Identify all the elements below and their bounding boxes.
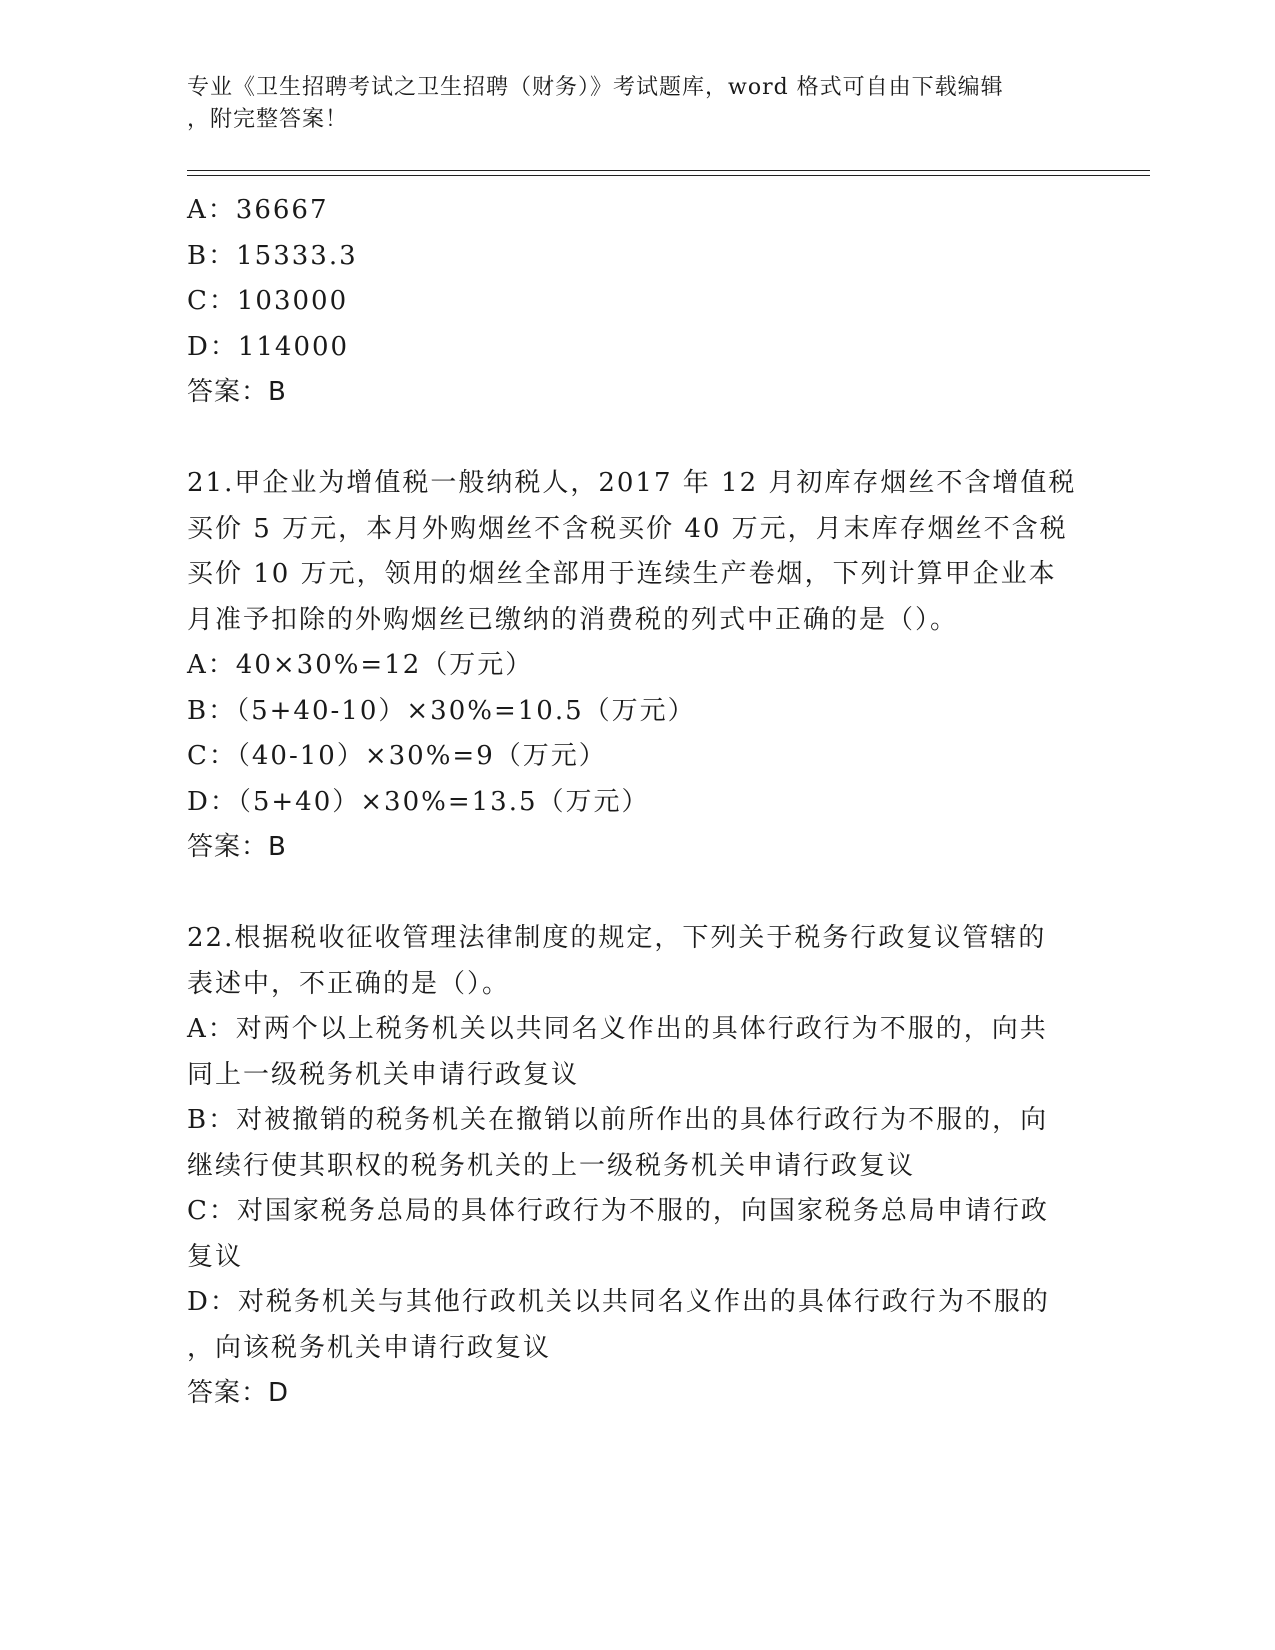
q22-option-d-line-2: ，向该税务机关申请行政复议 bbox=[187, 1332, 552, 1363]
q22-option-a-line-2: 同上一级税务机关申请行政复议 bbox=[187, 1059, 580, 1090]
spacer bbox=[187, 416, 1087, 462]
q21-option-a: A：40×30%=12（万元） bbox=[187, 650, 534, 680]
q20-option-b: B：15333.3 bbox=[187, 240, 358, 271]
question-content bbox=[187, 188, 1087, 1417]
q21-option-b: B：（5+40-10）×30%=10.5（万元） bbox=[187, 695, 696, 726]
header-rule-top bbox=[187, 170, 1150, 171]
q22-option-c-line-2: 复议 bbox=[187, 1241, 244, 1272]
q21-stem-line-4: 月准予扣除的外购烟丝已缴纳的消费税的列式中正确的是（）。 bbox=[187, 604, 959, 635]
q21-option-c: C：（40-10）×30%=9（万元） bbox=[187, 741, 607, 771]
q21-answer: 答案：B bbox=[187, 832, 287, 862]
q22-option-b-line-2: 继续行使其职权的税务机关的上一级税务机关申请行政复议 bbox=[187, 1150, 916, 1181]
q21-stem-line-2: 买价 5 万元，本月外购烟丝不含税买价 40 万元，月末库存烟丝不含税 bbox=[187, 513, 1068, 544]
header-line-1: 专业《卫生招聘考试之卫生招聘（财务）》考试题库，word 格式可自由下载编辑 bbox=[187, 75, 1004, 100]
q22-option-b-line-1: B：对被撤销的税务机关在撤销以前所作出的具体行政行为不服的，向 bbox=[187, 1105, 1049, 1135]
q21-stem-line-3: 买价 10 万元，领用的烟丝全部用于连续生产卷烟，下列计算甲企业本 bbox=[187, 559, 1057, 589]
q22-option-a-line-1: A：对两个以上税务机关以共同名义作出的具体行政行为不服的，向共 bbox=[187, 1014, 1048, 1044]
q21-option-d: D：（5+40）×30%=13.5（万元） bbox=[187, 786, 650, 817]
q20-option-c: C：103000 bbox=[187, 286, 349, 316]
q20-answer: 答案：B bbox=[187, 377, 287, 407]
q22-stem-line-2: 表述中，不正确的是（）。 bbox=[187, 968, 511, 999]
document-header bbox=[187, 72, 1067, 136]
q20-option-d: D：114000 bbox=[187, 331, 350, 362]
spacer bbox=[187, 871, 1087, 917]
question-21 bbox=[187, 461, 1087, 871]
q21-stem-line-1: 21.甲企业为增值税一般纳税人，2017 年 12 月初库存烟丝不含增值税 bbox=[187, 468, 1077, 498]
q22-stem-line-1: 22.根据税收征收管理法律制度的规定，下列关于税务行政复议管辖的 bbox=[187, 923, 1047, 953]
q22-answer: 答案：D bbox=[187, 1378, 290, 1408]
header-rule-bottom bbox=[187, 175, 1150, 176]
q20-option-a: A：36667 bbox=[187, 195, 329, 225]
q22-option-c-line-1: C：对国家税务总局的具体行政行为不服的，向国家税务总局申请行政 bbox=[187, 1196, 1049, 1226]
question-20 bbox=[187, 188, 1087, 416]
q22-option-d-line-1: D：对税务机关与其他行政机关以共同名义作出的具体行政行为不服的 bbox=[187, 1287, 1050, 1317]
header-line-2: ，附完整答案！ bbox=[187, 107, 349, 132]
question-22 bbox=[187, 916, 1087, 1417]
